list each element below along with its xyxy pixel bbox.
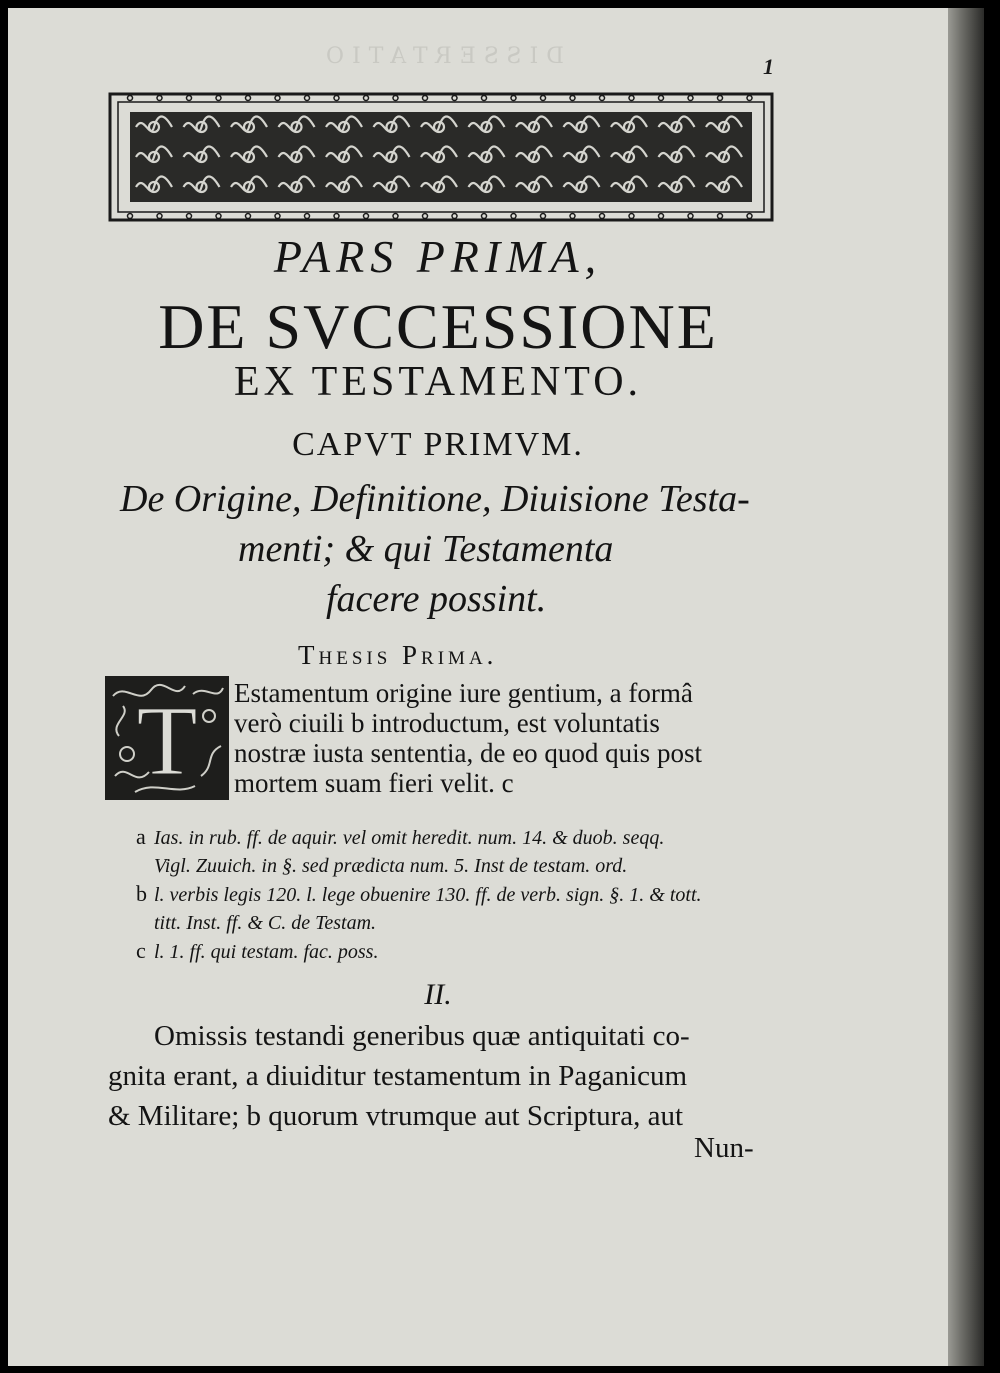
thesis-line: verò ciuili b introductum, est voluntatis bbox=[234, 708, 660, 738]
footnote-line: titt. Inst. ff. & C. de Testam. bbox=[154, 912, 377, 934]
book-page bbox=[8, 8, 948, 1366]
section-two-line: gnita erant, a diuiditur testamentum in Paganicum bbox=[108, 1060, 688, 1092]
page-edge-shadow bbox=[948, 8, 984, 1366]
initial-letter: T bbox=[136, 685, 198, 796]
part-title: PARS PRIMA, bbox=[273, 231, 603, 282]
thesis-line: mortem suam fieri velit. c bbox=[234, 768, 514, 798]
section-two-text bbox=[108, 1016, 778, 1136]
thesis-line: nostræ iusta sententia, de eo quod quis post bbox=[234, 738, 702, 768]
chapter-title-line: facere possint. bbox=[326, 578, 547, 620]
thesis-label: Thesis Prima. bbox=[298, 640, 498, 670]
footnote-b bbox=[136, 880, 776, 937]
thesis-text bbox=[234, 678, 774, 798]
footnote-line: l. verbis legis 120. l. lege obuenire 130. ff. de verb. sign. §. 1. & tott. bbox=[154, 884, 702, 906]
chapter-title bbox=[120, 474, 780, 624]
page-number: 1 bbox=[763, 54, 774, 79]
section-two-line: Omissis testandi generibus quæ antiquitati co- bbox=[154, 1020, 690, 1052]
footnote-marker: c bbox=[136, 938, 146, 963]
thesis-line: Estamentum origine iure gentium, a formâ bbox=[234, 678, 693, 708]
footnote-line: l. 1. ff. qui testam. fac. poss. bbox=[154, 941, 379, 963]
footnote-c bbox=[136, 937, 776, 966]
chapter-title-line: De Origine, Definitione, Diuisione Testa- bbox=[120, 478, 750, 520]
chapter-title-line: menti; & qui Testamenta bbox=[238, 528, 614, 570]
footnote-line: Ias. in rub. ff. de aquir. vel omit heredit. num. 14. & duob. seqq. bbox=[154, 827, 665, 849]
footnote-marker: a bbox=[136, 824, 146, 849]
main-subtitle: EX TESTAMENTO. bbox=[233, 359, 643, 405]
main-title: DE SVCCESSIONE bbox=[158, 291, 718, 362]
footnote-a bbox=[136, 823, 776, 880]
chapter-heading: CAPVT PRIMVM. bbox=[292, 426, 584, 463]
catchword: Nun- bbox=[694, 1132, 754, 1164]
footnote-line: Vigl. Zuuich. in §. sed prædicta num. 5. Inst de testam. ord. bbox=[154, 855, 628, 877]
footnotes bbox=[136, 823, 776, 966]
footnote-marker: b bbox=[136, 881, 147, 906]
headpiece-ornament bbox=[108, 92, 774, 222]
section-number: II. bbox=[424, 978, 452, 1011]
section-two-line: & Militare; b quorum vtrumque aut Scriptura, aut bbox=[108, 1100, 684, 1132]
bleed-through-text: DISSERTATIO bbox=[318, 44, 564, 69]
decorated-initial bbox=[105, 676, 229, 800]
